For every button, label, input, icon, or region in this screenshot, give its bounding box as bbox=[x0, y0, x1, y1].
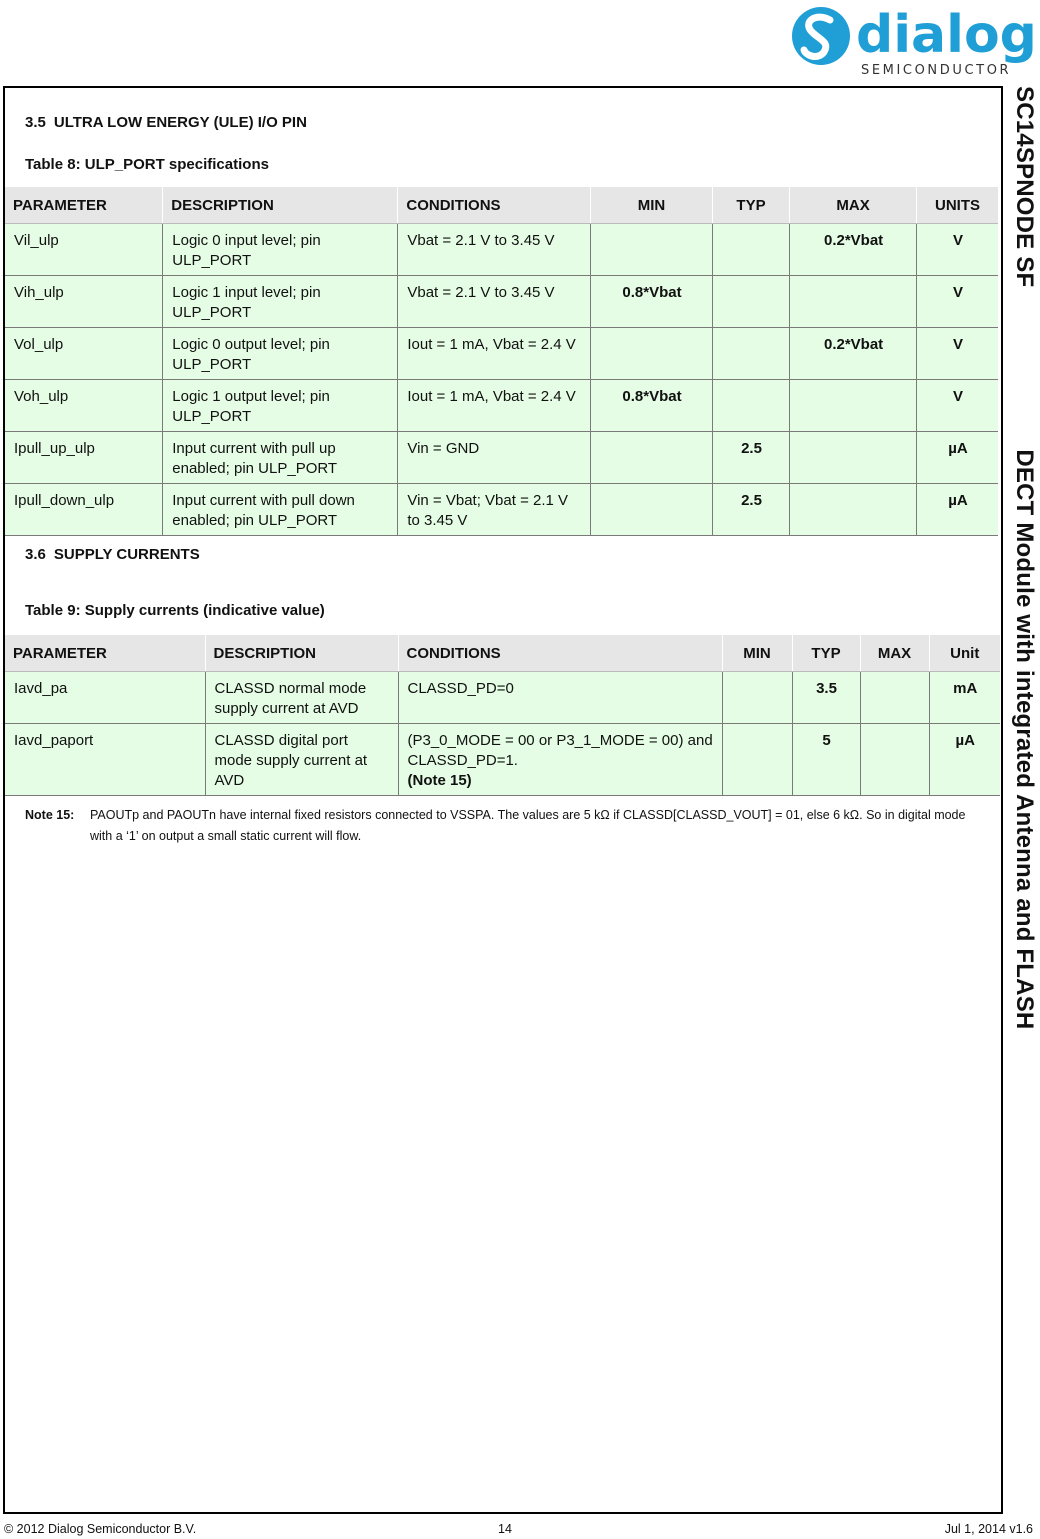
footer-date-version: Jul 1, 2014 v1.6 bbox=[944, 1522, 1033, 1536]
table-cell bbox=[712, 276, 789, 328]
table-cell bbox=[712, 328, 789, 380]
table-cell: µA bbox=[917, 484, 999, 536]
table-cell: Logic 1 input level; pin ULP_PORT bbox=[163, 276, 398, 328]
table-cell bbox=[591, 484, 713, 536]
table-cell: 5 bbox=[792, 724, 860, 796]
table-header-row bbox=[5, 187, 998, 224]
product-subtitle: DECT Module with integrated Antenna and FLASH bbox=[1011, 449, 1038, 1030]
table-header-row bbox=[5, 635, 1000, 672]
table-cell: 2.5 bbox=[712, 484, 789, 536]
table-cell: 0.8*Vbat bbox=[591, 276, 713, 328]
table-cell bbox=[790, 276, 917, 328]
table-cell bbox=[790, 432, 917, 484]
table-row bbox=[5, 724, 1000, 796]
note-label: Note 15: bbox=[25, 808, 75, 822]
table-cell bbox=[860, 724, 929, 796]
table-cell: 0.2*Vbat bbox=[790, 224, 917, 276]
logo-wordmark: dialog bbox=[856, 5, 1037, 65]
column-header: MAX bbox=[790, 187, 917, 224]
table-cell: V bbox=[917, 328, 999, 380]
table-row bbox=[5, 432, 998, 484]
table-cell bbox=[712, 224, 789, 276]
table-cell: Vol_ulp bbox=[5, 328, 163, 380]
table-cell: 0.2*Vbat bbox=[790, 328, 917, 380]
table-row bbox=[5, 484, 998, 536]
sidebar-title bbox=[1008, 86, 1040, 1514]
column-header: PARAMETER bbox=[5, 635, 205, 672]
table-cell: Iout = 1 mA, Vbat = 2.4 V bbox=[398, 380, 591, 432]
table-cell: Vin = GND bbox=[398, 432, 591, 484]
column-header: DESCRIPTION bbox=[163, 187, 398, 224]
table-cell bbox=[712, 380, 789, 432]
note-text: PAOUTp and PAOUTn have internal fixed resistors connected to VSSPA. The values are 5 kΩ if CLASSD[CLASSD_VOUT] = 01, else 6 kΩ. So in digital mode with a ‘1’ on output a small static current will flow. bbox=[90, 808, 966, 843]
table-cell: CLASSD_PD=0 bbox=[398, 672, 722, 724]
table-cell: µA bbox=[929, 724, 1000, 796]
table-cell: 0.8*Vbat bbox=[591, 380, 713, 432]
table-cell: Logic 0 output level; pin ULP_PORT bbox=[163, 328, 398, 380]
table-cell: Logic 0 input level; pin ULP_PORT bbox=[163, 224, 398, 276]
table-cell bbox=[790, 380, 917, 432]
table-cell: Iavd_paport bbox=[5, 724, 205, 796]
column-header: PARAMETER bbox=[5, 187, 163, 224]
column-header: MAX bbox=[860, 635, 929, 672]
table-cell: Ipull_down_ulp bbox=[5, 484, 163, 536]
table-cell: Vih_ulp bbox=[5, 276, 163, 328]
table-cell: Input current with pull down enabled; pin ULP_PORT bbox=[163, 484, 398, 536]
column-header: TYP bbox=[792, 635, 860, 672]
table-row bbox=[5, 276, 998, 328]
note-15 bbox=[25, 805, 985, 847]
table-8-caption: Table 8: ULP_PORT specifications bbox=[25, 156, 269, 173]
table-row bbox=[5, 672, 1000, 724]
table-row bbox=[5, 380, 998, 432]
note-reference: (Note 15) bbox=[407, 772, 472, 789]
logo-subtext: SEMICONDUCTOR bbox=[861, 63, 1012, 78]
table-cell: Vin = Vbat; Vbat = 2.1 V to 3.45 V bbox=[398, 484, 591, 536]
table-cell: Input current with pull up enabled; pin ULP_PORT bbox=[163, 432, 398, 484]
table-cell: CLASSD digital port mode supply current at AVD bbox=[205, 724, 398, 796]
column-header: UNITS bbox=[917, 187, 999, 224]
column-header: DESCRIPTION bbox=[205, 635, 398, 672]
column-header: CONDITIONS bbox=[398, 635, 722, 672]
table-cell: Voh_ulp bbox=[5, 380, 163, 432]
table-cell: Vbat = 2.1 V to 3.45 V bbox=[398, 224, 591, 276]
table-cell: Ipull_up_ulp bbox=[5, 432, 163, 484]
table-row bbox=[5, 224, 998, 276]
table-cell: Vil_ulp bbox=[5, 224, 163, 276]
column-header: MIN bbox=[722, 635, 792, 672]
table-cell: (P3_0_MODE = 00 or P3_1_MODE = 00) and CLASSD_PD=1. (Note 15) bbox=[398, 724, 722, 796]
table-cell bbox=[860, 672, 929, 724]
table-row bbox=[5, 328, 998, 380]
table-cell: Iavd_pa bbox=[5, 672, 205, 724]
table-cell bbox=[591, 328, 713, 380]
table-cell: mA bbox=[929, 672, 1000, 724]
table-cell: Iout = 1 mA, Vbat = 2.4 V bbox=[398, 328, 591, 380]
column-header: MIN bbox=[591, 187, 713, 224]
footer-page-number: 14 bbox=[498, 1522, 512, 1536]
table-9-caption: Table 9: Supply currents (indicative value) bbox=[25, 602, 325, 619]
table-cell: V bbox=[917, 224, 999, 276]
footer-copyright: © 2012 Dialog Semiconductor B.V. bbox=[4, 1522, 197, 1536]
dialog-logo bbox=[786, 2, 1040, 78]
table-cell bbox=[790, 484, 917, 536]
ulp-port-table bbox=[5, 187, 998, 536]
table-cell bbox=[722, 672, 792, 724]
column-header: TYP bbox=[712, 187, 789, 224]
column-header: Unit bbox=[929, 635, 1000, 672]
table-cell: Vbat = 2.1 V to 3.45 V bbox=[398, 276, 591, 328]
table-cell bbox=[591, 432, 713, 484]
table-cell: 3.5 bbox=[792, 672, 860, 724]
table-cell: µA bbox=[917, 432, 999, 484]
supply-currents-table bbox=[5, 635, 1000, 796]
table-cell: V bbox=[917, 380, 999, 432]
section-heading-3-5: 3.5 ULTRA LOW ENERGY (ULE) I/O PIN bbox=[25, 114, 307, 131]
product-name: SC14SPNODE SF bbox=[1011, 86, 1038, 288]
table-cell: 2.5 bbox=[712, 432, 789, 484]
column-header: CONDITIONS bbox=[398, 187, 591, 224]
table-cell: Logic 1 output level; pin ULP_PORT bbox=[163, 380, 398, 432]
table-cell bbox=[591, 224, 713, 276]
table-cell: V bbox=[917, 276, 999, 328]
table-cell: CLASSD normal mode supply current at AVD bbox=[205, 672, 398, 724]
section-heading-3-6: 3.6 SUPPLY CURRENTS bbox=[25, 546, 200, 563]
table-cell bbox=[722, 724, 792, 796]
